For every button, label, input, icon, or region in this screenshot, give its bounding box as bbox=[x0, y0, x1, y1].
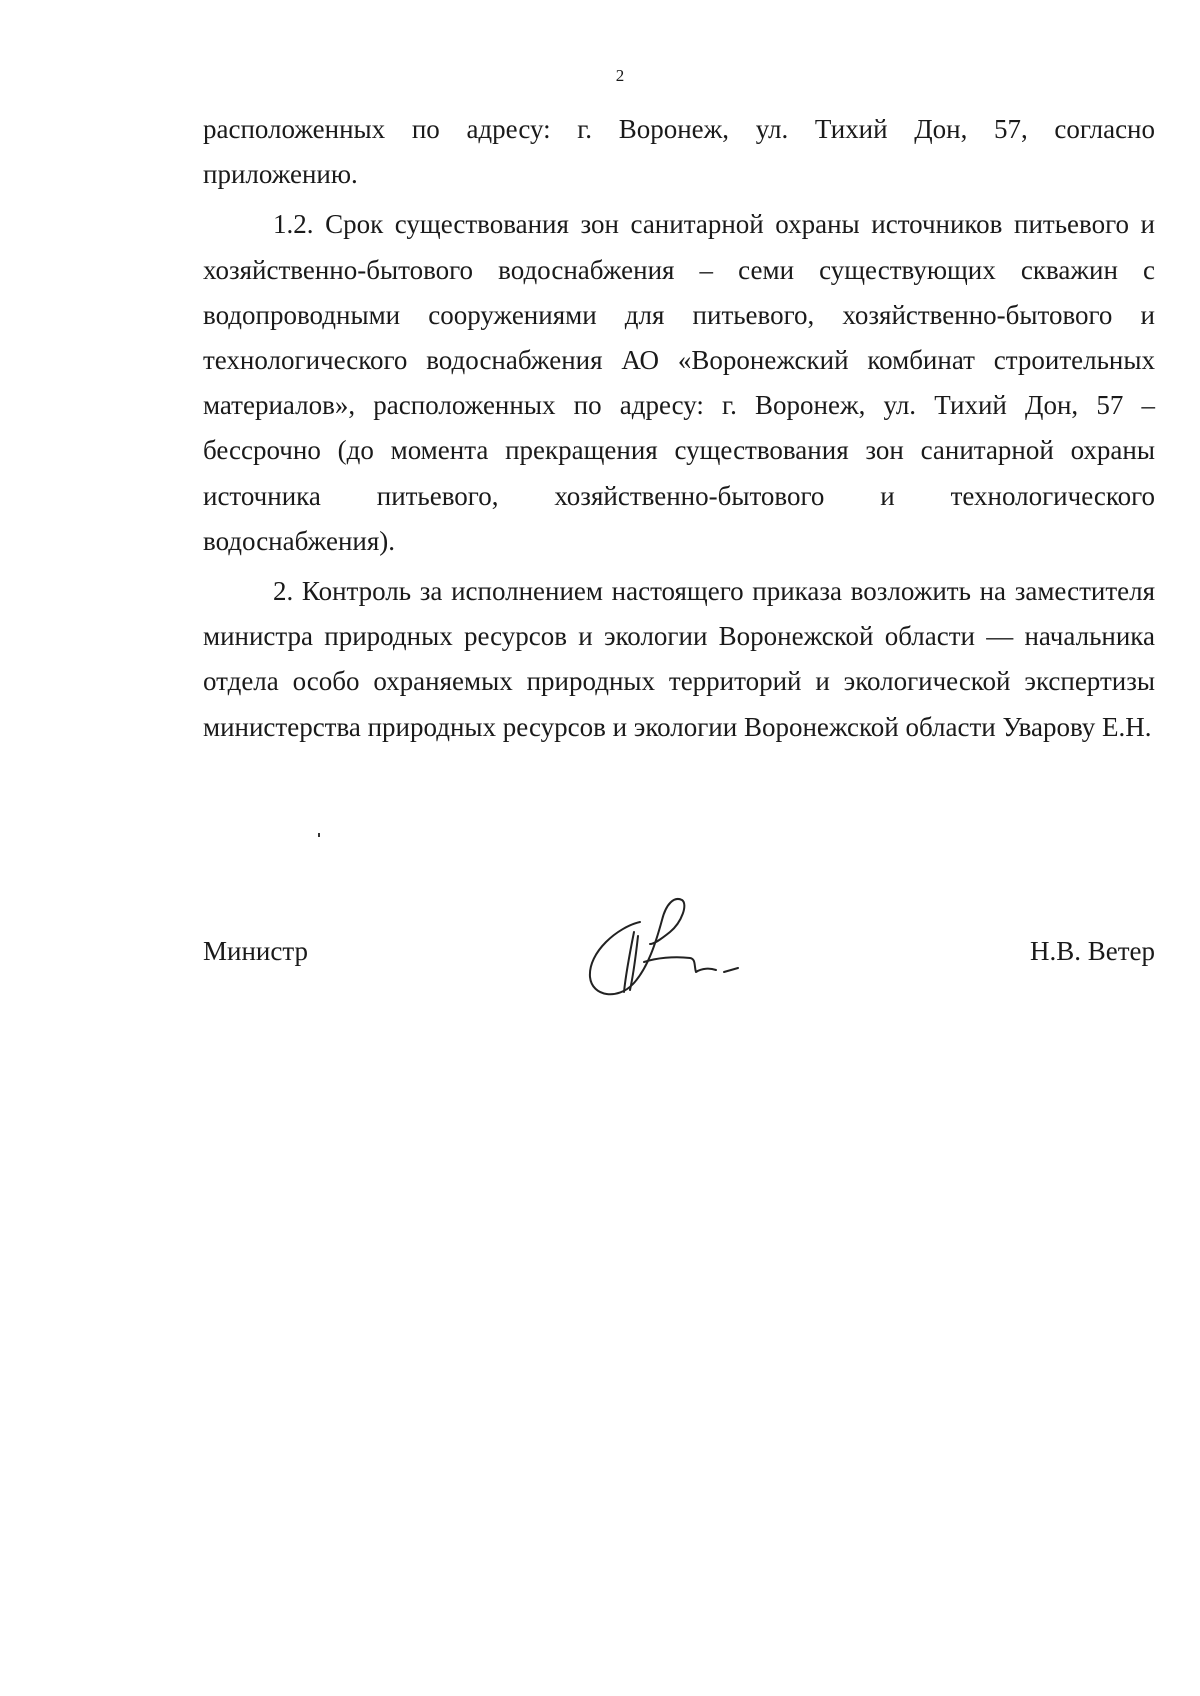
signature-block bbox=[203, 900, 1155, 1020]
document-body bbox=[203, 107, 1155, 750]
handwritten-signature bbox=[578, 892, 758, 1002]
paragraph-1-2-term: 1.2. Срок существования зон санитарной охраны источников питьевого и хозяйственно-бытового водоснабжения – семи существующих скважин с водопроводными сооружениями для питьевого, хозяйственно-бытового и технологического водоснабжения АО «Воронежский комбинат строительных материалов», расположенных по адресу: г. Воронеж, ул. Тихий Дон, 57 – бессрочно (до момента прекращения существования зон санитарной охраны источника питьевого, хозяйственно-бытового и технологического водоснабжения). bbox=[203, 209, 1155, 556]
signatory-title: Министр bbox=[203, 936, 308, 966]
paragraph-2-control: 2. Контроль за исполнением настоящего приказа возложить на заместителя министра природных ресурсов и экологии Воронежской области — начальника отдела особо охраняемых природных территорий и экологической экспертизы министерства природных ресурсов и экологии Воронежской области Уварову Е.Н. bbox=[203, 576, 1155, 742]
scan-speck bbox=[318, 833, 320, 837]
signatory-name: Н.В. Ветер bbox=[1029, 936, 1155, 966]
page-number: 2 bbox=[615, 66, 625, 85]
paragraph-address-continuation: расположенных по адресу: г. Воронеж, ул. Тихий Дон, 57, согласно приложению. bbox=[203, 114, 1155, 190]
